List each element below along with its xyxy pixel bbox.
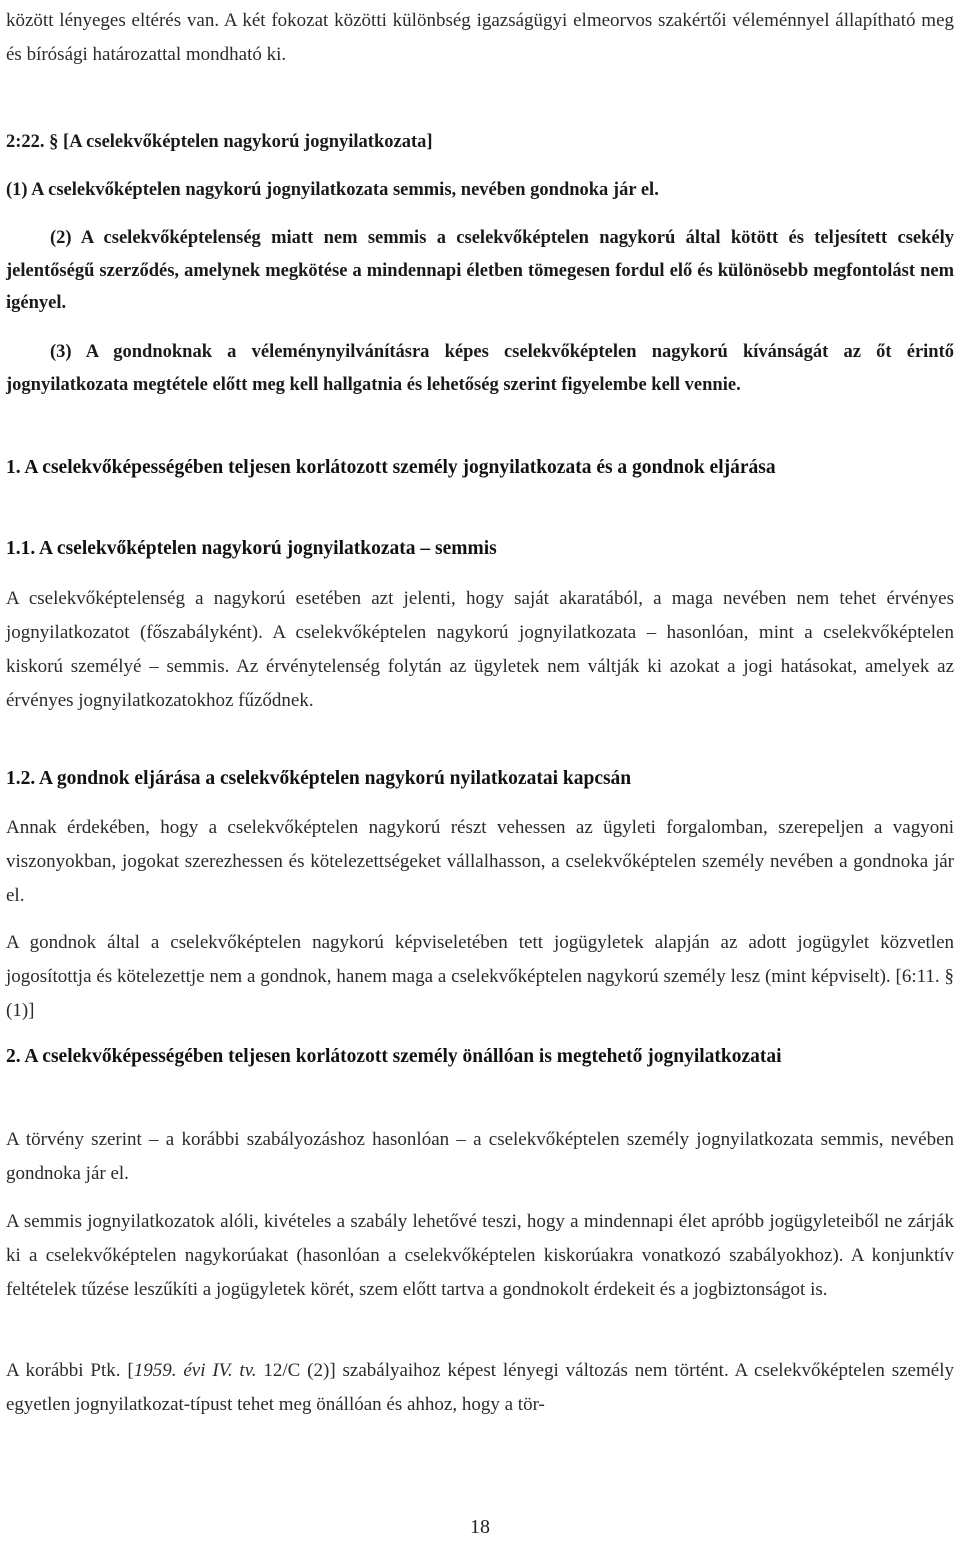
statute-paragraph-3: (3) A gondnoknak a véleménynyilvánításra képes cselekvőképtelen nagykorú kívánságát az őt érintő jognyilatkozata megtétele előtt meg kell hallgatnia és lehetőség szerint figyelembe kell vennie.: [6, 342, 954, 395]
law-citation: 1959. évi IV. tv.: [133, 1360, 257, 1381]
page-number: 18: [470, 1516, 490, 1538]
paragraph-2-b: A semmis jognyilatkozatok alóli, kivételes a szabály lehetővé teszi, hogy a mindennapi élet apróbb jogügyleteiből ne zárják ki a cselekvőképtelen nagykorúakat (hasonlóan a cselekvőképtelen kiskorúakra vonatkozó szabályokhoz). A konjunktív feltételek tűzése leszűkíti a jogügyletek körét, szem előtt tartva a gondnokolt érdekeit és a jogbiztonságot is.: [6, 1211, 954, 1300]
paragraph-1-2-a: Annak érdekében, hogy a cselekvőképtelen nagykorú részt vehessen az ügyleti forgalomban, szerepeljen a vagyoni viszonyokban, jogokat szerezhessen és kötelezettségeket vállalhasson, a cselekvőképtelen személy nevében a gondnoka jár el.: [6, 817, 954, 906]
statute-paragraph-1: (1) A cselekvőképtelen nagykorú jognyilatkozata semmis, nevében gondnoka jár el.: [6, 180, 659, 200]
paragraph-2-c: [6, 1354, 954, 1422]
paragraph-1-2-b: A gondnok által a cselekvőképtelen nagykorú képviseletében tett jogügyletek alapján az adott jogügylet közvetlen jogosítottja és kötelezettje nem a gondnok, hanem maga a cselekvőképtelen nagykorú személy lesz (mint képviselt). [6:11. § (1)]: [6, 932, 954, 1021]
section-heading-1-2: 1.2. A gondnok eljárása a cselekvőképtelen nagykorú nyilatkozatai kapcsán: [6, 768, 632, 789]
statute-paragraph-2: (2) A cselekvőképtelenség miatt nem semmis a cselekvőképtelen nagykorú által kötött és teljesített csekély jelentőségű szerződés, amelynek megkötése a mindennapi életben tömegesen fordul elő és különösebb megfontolást nem igényel.: [6, 228, 954, 313]
paragraph-1-1: A cselekvőképtelenség a nagykorú esetében azt jelenti, hogy saját akaratából, a maga nevében nem tehet érvényes jognyilatkozatot (főszabályként). A cselekvőképtelen nagykorú jognyilatkozata – hasonlóan, mint a cselekvőképtelen kiskorú személyé – semmis. Az érvénytelenség folytán az ügyletek nem váltják ki azokat a jogi hatásokat, amelyek az érvényes jognyilatkozatokhoz fűződnek.: [6, 588, 954, 711]
paragraph-2-c-before: A korábbi Ptk. [: [6, 1360, 134, 1381]
paragraph-2-a: A törvény szerint – a korábbi szabályozáshoz hasonlóan – a cselekvőképtelen személy jognyilatkozata semmis, nevében gondnoka jár el.: [6, 1129, 954, 1184]
section-heading-2: 2. A cselekvőképességében teljesen korlátozott személy önállóan is megtehető jognyilatkozatai: [6, 1046, 782, 1067]
paragraph-2-c-after: 12/C (2)] szabályaihoz képest lényegi változás nem történt. A cselekvőképtelen személy egyetlen jognyilatkozat-típust tehet meg önállóan és ahhoz, hogy a tör-: [6, 1360, 954, 1415]
section-heading-1: 1. A cselekvőképességében teljesen korlátozott személy jognyilatkozata és a gondnok eljárása: [6, 457, 776, 478]
section-heading-1-1: 1.1. A cselekvőképtelen nagykorú jognyilatkozata – semmis: [6, 538, 497, 559]
statute-title: 2:22. § [A cselekvőképtelen nagykorú jognyilatkozata]: [6, 132, 433, 152]
paragraph-intro: között lényeges eltérés van. A két fokozat közötti különbség igazságügyi elmeorvos szakértői véleménnyel állapítható meg és bírósági határozattal mondható ki.: [6, 10, 954, 65]
